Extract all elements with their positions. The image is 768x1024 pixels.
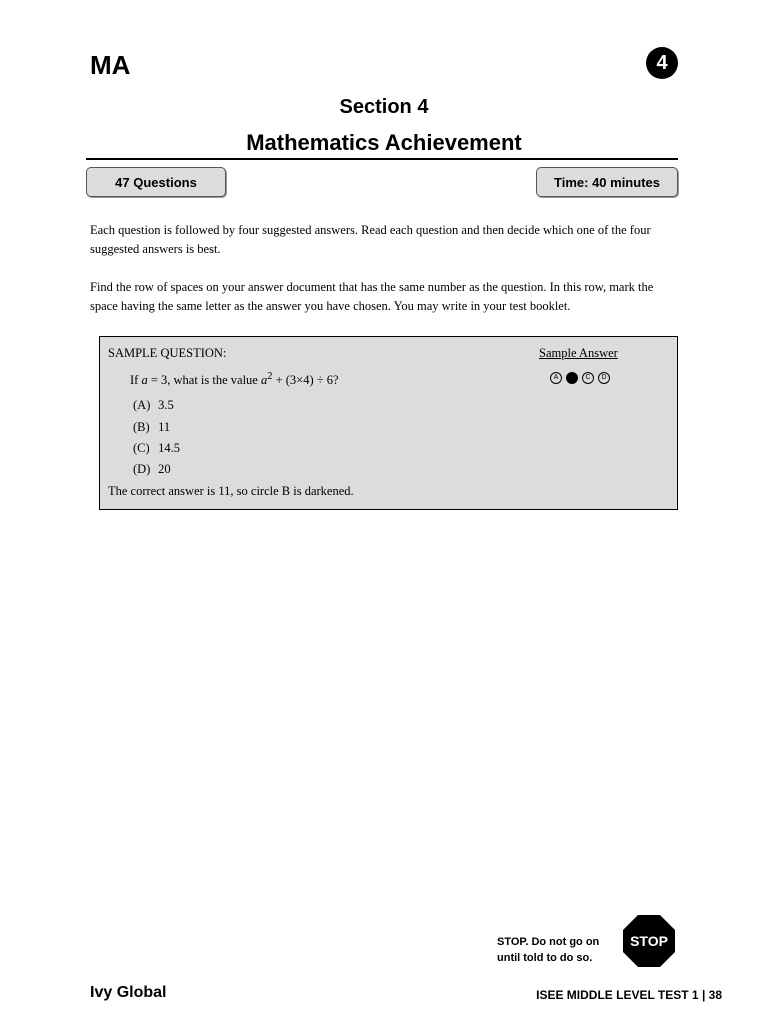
sample-question-box (99, 336, 678, 510)
stop-sign-icon (622, 914, 676, 968)
section-label: Section 4 (339, 96, 429, 118)
section-title: Mathematics Achievement (246, 130, 522, 155)
footer-page-info: ISEE MIDDLE LEVEL TEST 1 | 38 (536, 988, 722, 1002)
instructions-paragraph-1: Each question is followed by four suggested answers. Read each question and then decide which one of the four suggested answers is best. (90, 223, 651, 256)
bubble-d: D (598, 372, 610, 384)
section-number-badge: 4 (646, 47, 678, 79)
answer-choice-d: (D) 20 (133, 462, 171, 476)
sample-answer-label: Sample Answer (539, 346, 618, 360)
answer-bubbles (550, 372, 610, 384)
title-divider (86, 158, 678, 160)
question-count-badge: 47 Questions (86, 167, 226, 197)
section-code: MA (90, 50, 131, 80)
answer-choice-b: (B) 11 (133, 420, 171, 434)
answer-choice-c: (C) 14.5 (133, 441, 180, 455)
sample-question-label: SAMPLE QUESTION: (108, 346, 227, 360)
stop-instruction: STOP. Do not go on until told to do so. (497, 936, 600, 964)
bubble-a: A (550, 372, 562, 384)
sample-explanation: The correct answer is 11, so circle B is darkened. (108, 484, 354, 498)
bubble-b-filled: B (566, 372, 578, 384)
instructions-paragraph-2: Find the row of spaces on your answer document that has the same number as the question. In this row, mark the space having the same letter as the answer you have chosen. You may write in your test booklet. (90, 280, 654, 313)
svg-text:STOP: STOP (630, 933, 668, 949)
time-limit-badge: Time: 40 minutes (536, 167, 678, 197)
sample-question-text: If a = 3, what is the value $a^2 + (3\times 4) \div 6$? (130, 371, 339, 388)
answer-choice-a: (A) 3.5 (133, 398, 174, 412)
bubble-c: C (582, 372, 594, 384)
footer-brand: Ivy Global (90, 984, 167, 1001)
